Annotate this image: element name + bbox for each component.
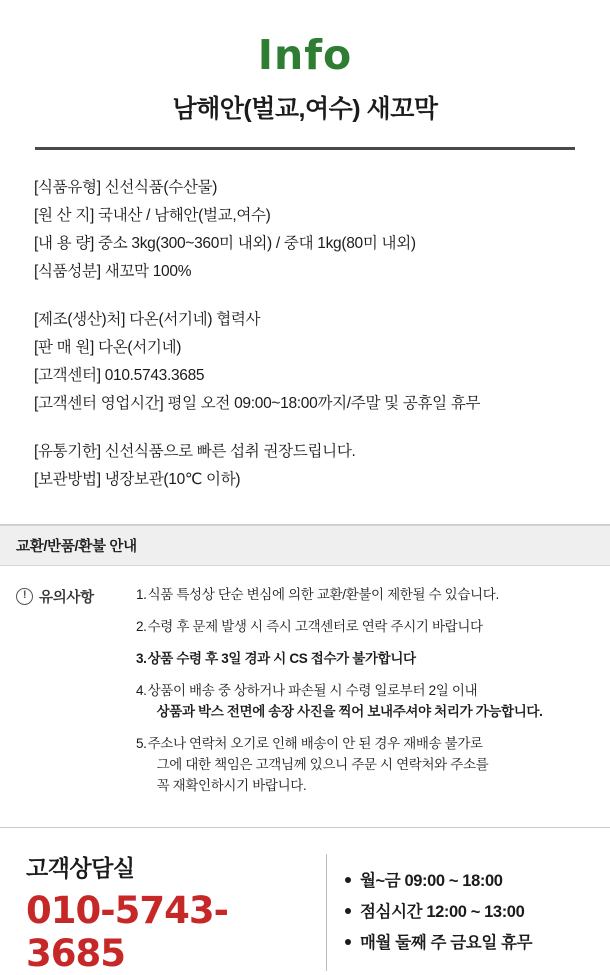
info-spacer-2 <box>34 418 576 438</box>
footer-hour-text: 월~금 09:00 ~ 18:00 <box>360 872 503 891</box>
info-line-expiry: [유통기한] 신선식품으로 빠른 섭취 권장드립니다. <box>34 443 356 461</box>
info-line-customer-center: [고객센터] 010.5743.3685 <box>34 367 205 385</box>
info-line-volume: [내 용 량] 중소 3kg(300~360미 내외) / 중대 1kg(80미 내외) <box>34 235 416 253</box>
notice-item <box>136 584 594 605</box>
page-header <box>0 0 610 150</box>
info-line-origin: [원 산 지] 국내산 / 남해안(벌교,여수) <box>34 207 271 225</box>
notice-caution-column <box>16 584 136 807</box>
notice-item-number: 4. <box>136 683 147 699</box>
notice-item-text <box>148 733 594 796</box>
info-line-food-type: [식품유형] 신선식품(수산물) <box>34 179 218 197</box>
notice-item <box>136 648 594 669</box>
notice-item-number: 1. <box>136 587 147 603</box>
bullet-icon <box>345 877 351 883</box>
info-line-manufacturer: [제조(생산)처] 다온(서기네) 협력사 <box>34 311 261 329</box>
footer-hours-block <box>345 866 588 959</box>
notice-item <box>136 616 594 637</box>
footer-contact-block <box>26 850 326 975</box>
info-line-customer-center-hours: [고객센터 영업시간] 평일 오전 09:00~18:00까지/주말 및 공휴일 휴무 <box>34 395 481 413</box>
footer-vertical-divider <box>326 854 327 971</box>
footer-hour-text: 매월 둘째 주 금요일 휴무 <box>360 934 533 953</box>
notice-item-number: 2. <box>136 619 147 635</box>
notice-item <box>136 733 594 796</box>
info-line-seller: [판 매 원] 다온(서기네) <box>34 339 182 357</box>
notice-item-line: 상품이 배송 중 상하거나 파손될 시 수령 일로부터 2일 이내 <box>147 683 478 699</box>
page-title: Info <box>257 31 353 79</box>
notice-item-line: 식품 특성상 단순 변심에 의한 교환/환불이 제한될 수 있습니다. <box>147 587 499 603</box>
notice-item-text <box>148 648 594 669</box>
bullet-icon <box>345 908 351 914</box>
notice-item-line: 꼭 재확인하시기 바랍니다. <box>156 778 307 794</box>
notice-item-line: 상품과 박스 전면에 송장 사진을 찍어 보내주셔야 처리가 가능합니다. <box>156 704 543 720</box>
notice-heading: 교환/반품/환불 안내 <box>0 525 610 566</box>
info-line-ingredients: [식품성분] 새꼬막 100% <box>34 263 192 281</box>
notice-item-number: 3. <box>136 651 147 667</box>
notice-item-line: 주소나 연락처 오기로 인해 배송이 안 된 경우 재배송 불가로 <box>147 736 483 752</box>
notice-caution-label: 유의사항 <box>39 590 94 607</box>
footer-phone-number[interactable]: 010-5743-3685 <box>26 889 228 975</box>
page-subtitle: 남해안(벌교,여수) 새꼬막 <box>172 95 438 124</box>
footer-hour-row <box>345 928 588 959</box>
footer <box>0 828 610 975</box>
footer-hour-text: 점심시간 12:00 ~ 13:00 <box>360 903 525 922</box>
footer-label: 고객상담실 <box>26 855 135 882</box>
bullet-icon <box>345 939 351 945</box>
notice-item-line: 상품 수령 후 3일 경과 시 CS 접수가 불가합니다 <box>147 651 416 667</box>
product-info-block <box>0 150 610 494</box>
footer-hour-row <box>345 866 588 897</box>
notice-item <box>136 680 594 722</box>
notice-item-text <box>148 680 594 722</box>
info-line-storage: [보관방법] 냉장보관(10℃ 이하) <box>34 471 241 489</box>
notice-body <box>0 566 610 821</box>
notice-list <box>136 584 594 807</box>
notice-item-text <box>148 616 594 637</box>
notice-item-text <box>148 584 594 605</box>
notice-item-number: 5. <box>136 736 147 752</box>
exclamation-circle-icon <box>16 588 33 605</box>
notice-item-line: 수령 후 문제 발생 시 즉시 고객센터로 연락 주시기 바랍니다 <box>147 619 483 635</box>
info-spacer-1 <box>34 286 576 306</box>
footer-hour-row <box>345 897 588 928</box>
notice-item-line: 그에 대한 책임은 고객님께 있으니 주문 시 연락처와 주소를 <box>156 757 489 773</box>
